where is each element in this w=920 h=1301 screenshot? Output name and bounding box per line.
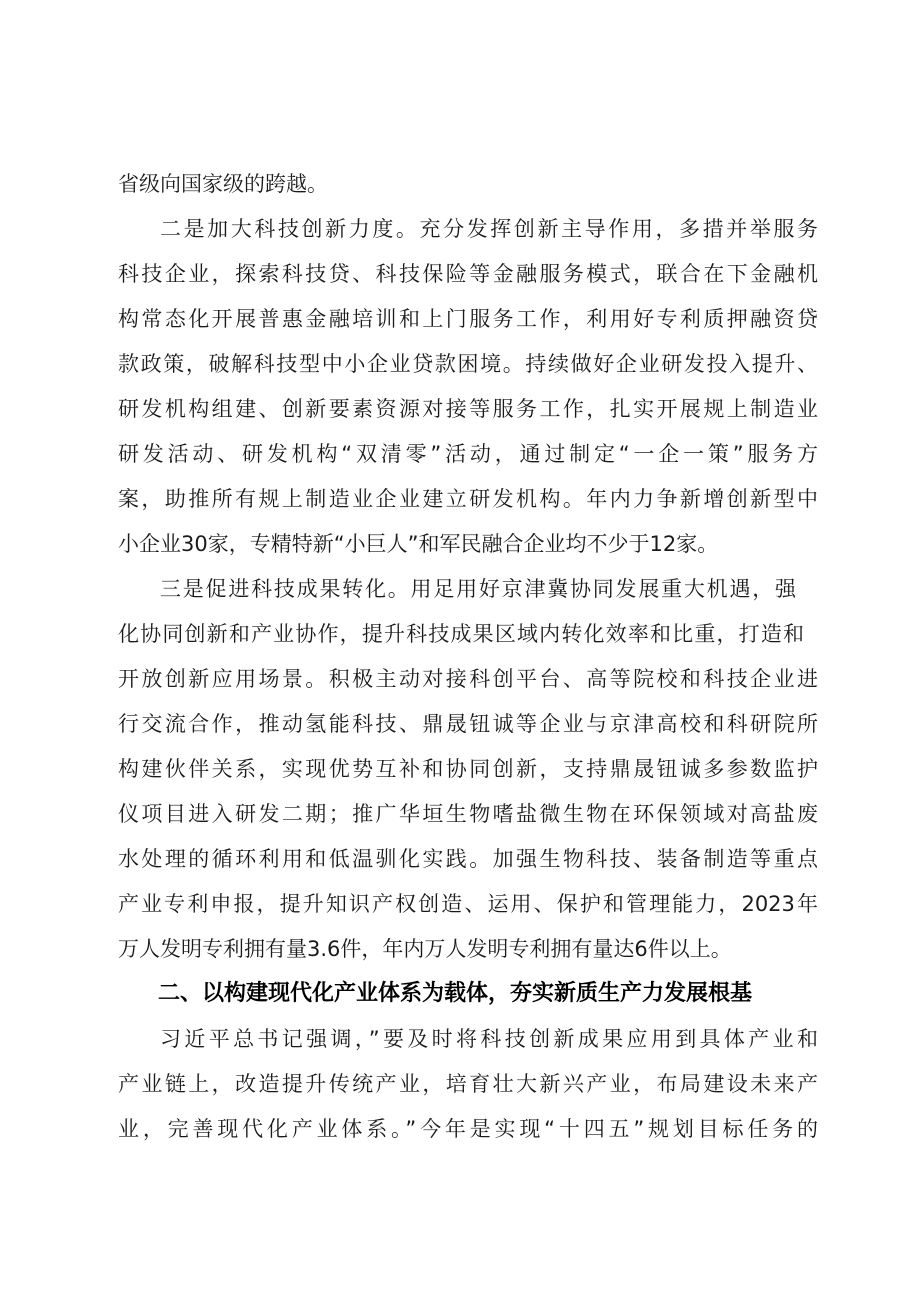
paragraph-line: 产业链上，改造提升传统产业，培育壮大新兴产业，布局建设未来产 — [118, 1072, 818, 1096]
paragraph-line: 构建伙伴关系，实现优势互补和协同创新，支持鼎晟钮诚多参数监护 — [118, 757, 818, 781]
paragraph-line: 三是促进科技成果转化。用足用好京津冀协同发展重大机遇，强 — [160, 577, 796, 601]
paragraph-line: 研发活动、研发机构“双清零”活动，通过制定“一企一策”服务方 — [118, 442, 818, 466]
paragraph-line: 款政策，破解科技型中小企业贷款困境。持续做好企业研发投入提升、 — [118, 352, 818, 376]
paragraph-line: 习近平总书记强调，”要及时将科技创新成果应用到具体产业和 — [160, 1027, 818, 1051]
paragraph-line: 万人发明专利拥有量3.6件，年内万人发明专利拥有量达6件以上。 — [118, 937, 732, 961]
paragraph-line: 行交流合作，推动氢能科技、鼎晟钮诚等企业与京津高校和科研院所 — [118, 712, 818, 736]
paragraph-line: 二是加大科技创新力度。充分发挥创新主导作用，多措并举服务 — [160, 217, 818, 241]
paragraph-line: 水处理的循环利用和低温驯化实践。加强生物科技、装备制造等重点 — [118, 847, 818, 871]
paragraph-line: 研发机构组建、创新要素资源对接等服务工作，扎实开展规上制造业 — [118, 397, 818, 421]
section-heading: 二、以构建现代化产业体系为载体，夯实新质生产力发展根基 — [158, 981, 753, 1006]
paragraph-line: 构常态化开展普惠金融培训和上门服务工作，利用好专利质押融资贷 — [118, 307, 818, 331]
paragraph-line: 开放创新应用场景。积极主动对接科创平台、高等院校和科技企业进 — [118, 667, 818, 691]
paragraph-line: 产业专利申报，提升知识产权创造、运用、保护和管理能力，2023年 — [118, 892, 818, 916]
paragraph-line: 业，完善现代化产业体系。”今年是实现“十四五”规划目标任务的 — [118, 1117, 818, 1141]
paragraph-line: 仪项目进入研发二期；推广华垣生物嗜盐微生物在环保领域对高盐废 — [118, 802, 818, 826]
paragraph-line: 化协同创新和产业协作，提升科技成果区域内转化效率和比重，打造和 — [118, 622, 804, 646]
paragraph-line: 省级向国家级的跨越。 — [118, 172, 328, 196]
paragraph-line: 科技企业，探索科技贷、科技保险等金融服务模式，联合在下金融机 — [118, 262, 818, 286]
paragraph-line: 小企业30家，专精特新“小巨人”和军民融合企业均不少于12家。 — [118, 532, 719, 556]
paragraph-line: 案，助推所有规上制造业企业建立研发机构。年内力争新增创新型中 — [118, 487, 818, 511]
